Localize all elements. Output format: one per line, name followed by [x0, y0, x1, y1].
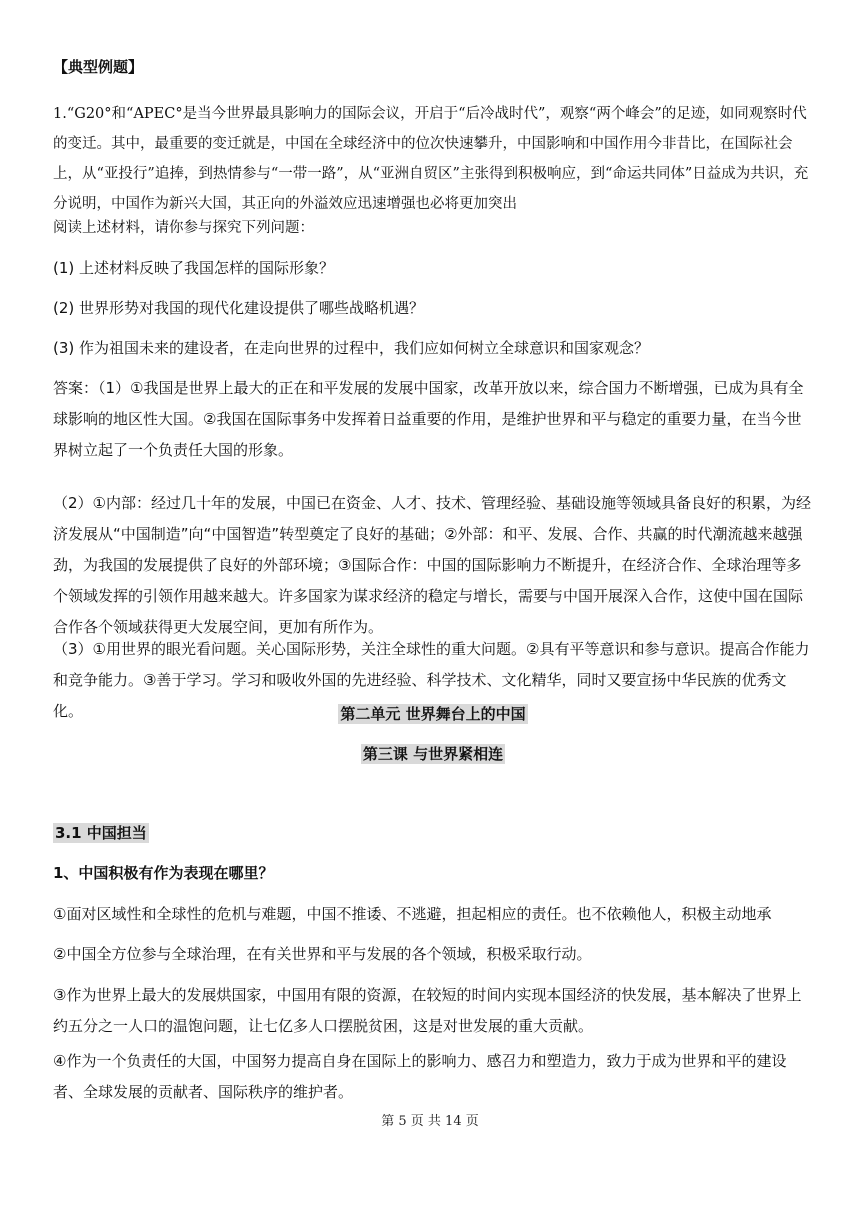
example-body: 1.“G20°和“APEC°是当今世界最具影响力的国际会议，开启于“后冷战时代”，观察“两个峰会”的足迹，如同观察时代的变迁。其中，最重要的变迁就是，中国在全球经济中的位次快速攀升，中国影响和中国作用今非昔比，在国际社会上，从“亚投行”追捧，到热情参与“一带一路”，从“亚洲自贸区”主张得到积极响应，到“命运共同体”日益成为共识，充分说明，中国作为新兴大国，其正向的外溢效应迅速增强也必将更加突出	[53, 106, 809, 212]
question-2: (2) 世界形势对我国的现代化建设提供了哪些战略机遇？	[53, 299, 425, 317]
answer-1: 答案：（1）①我国是世界上最大的正在和平发展的发展中国家，改革开放以来，综合国力不断增强，已成为具有全球影响的地区性大国。②我国在国际事务中发挥着日益重要的作用，是维护世界和平与稳定的重要力量，在当今世界树立起了一个负责任大国的形象。	[53, 379, 804, 459]
section-heading: 【典型例题】	[53, 58, 144, 76]
question-3: (3) 作为祖国未来的建设者，在走向世界的过程中，我们应如何树立全球意识和国家观念？	[53, 339, 650, 357]
lesson-title: 第三课 与世界紧相连	[362, 745, 504, 763]
point-4: ④作为一个负责任的大国，中国努力提高自身在国际上的影响力、感召力和塑造力，致力于成为世界和平的建设者、全球发展的贡献者、国际秩序的维护者。	[53, 1052, 787, 1101]
question-heading: 1、中国积极有作为表现在哪里？	[53, 864, 274, 882]
question-1: (1) 上述材料反映了我国怎样的国际形象？	[53, 259, 335, 277]
unit-title: 第二单元 世界舞台上的中国	[340, 705, 526, 723]
answer-3: （3）①用世界的眼光看问题。关心国际形势，关注全球性的重大问题。②具有平等意识和参与意识。提高合作能力和竞争能力。③善于学习。学习和吸收外国的先进经验、科学技术、文化精华，同时又要宣扬中华民族的优秀文化。	[53, 640, 810, 720]
point-3: ③作为世界上最大的发展烘国家，中国用有限的资源，在较短的时间内实现本国经济的快发展，基本解决了世界上约五分之一人口的温饱问题，让七亿多人口摆脱贫困，这是对世发展的重大贡献。	[53, 986, 802, 1035]
example-prompt: 阅读上述材料，请你参与探究下列问题：	[53, 220, 314, 236]
point-1: ①面对区域性和全球性的危机与难题，中国不推诿、不逃避，担起相应的责任。也不依赖他人，积极主动地承	[53, 905, 772, 923]
page-footer: 第 5 页 共 14 页	[381, 1114, 479, 1129]
point-2: ②中国全方位参与全球治理，在有关世界和平与发展的各个领域，积极采取行动。	[53, 945, 592, 963]
answer-2: （2）①内部：经过几十年的发展，中国已在资金、人才、技术、管理经验、基础设施等领域具备良好的积累，为经济发展从“中国制造”向“中国智造”转型奠定了良好的基础；②外部：和平、发展、合作、共赢的时代潮流越来越强劲，为我国的发展提供了良好的外部环境；③国际合作：中国的国际影响力不断提升，在经济合作、全球治理等多个领域发挥的引领作用越来越大。许多国家为谋求经济的稳定与增长，需要与中国开展深入合作，这使中国在国际合作各个领域获得更大发展空间，更加有所作为。	[53, 494, 811, 636]
subsection-title: 3.1 中国担当	[55, 824, 147, 842]
